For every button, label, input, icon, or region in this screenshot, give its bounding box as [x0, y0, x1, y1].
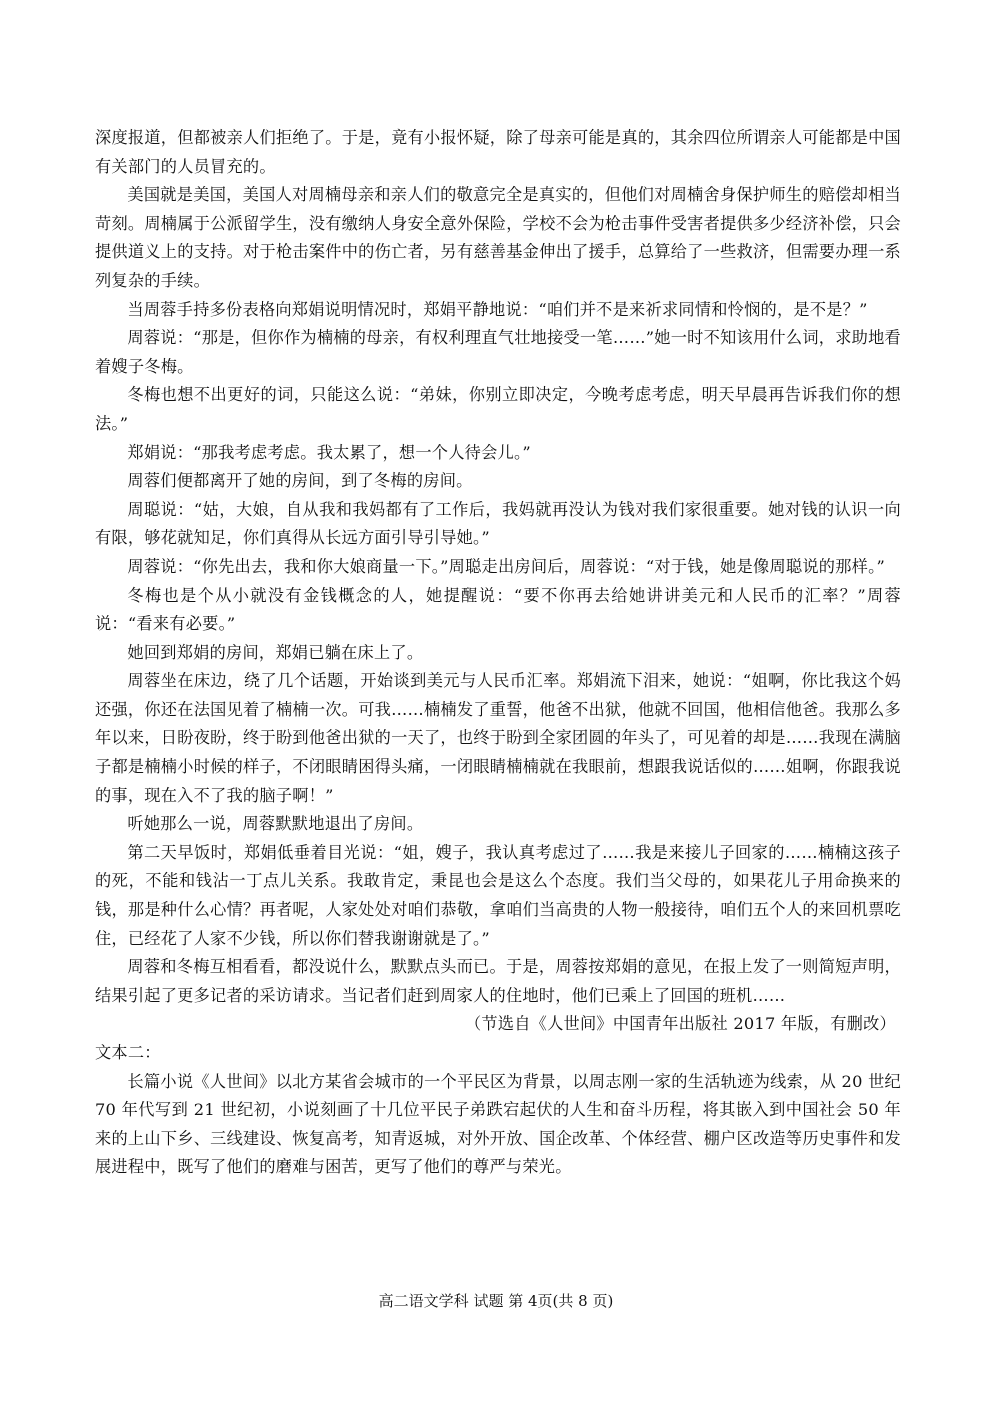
paragraph: 周蓉说：“你先出去，我和你大娘商量一下。”周聪走出房间后，周蓉说：“对于钱，她是像周聪说的那样。”	[127, 556, 885, 576]
source-citation: （节选自《人世间》中国青年出版社 2017 年版，有删改）	[464, 1014, 896, 1034]
paragraph: 深度报道，但都被亲人们拒绝了。于是，竟有小报怀疑，除了母亲可能是真的，其余四位所谓亲人可能都是中国有关部门的人员冒充的。	[95, 128, 901, 176]
paragraph: 冬梅也想不出更好的词，只能这么说：“弟妹，你别立即决定，今晚考虑考虑，明天早晨再告诉我们你的想法。”	[95, 385, 901, 433]
paragraph: 周蓉坐在床边，绕了几个话题，开始谈到美元与人民币汇率。郑娟流下泪来，她说：“姐啊，你比我这个妈还强，你还在法国见着了楠楠一次。可我……楠楠发了重誓，他爸不出狱，他就不回国，他相信他爸。我那么多年以来，日盼夜盼，终于盼到他爸出狱的一天了，也终于盼到全家团圆的年头了，可见着的却是……我现在满脑子都是楠楠小时候的样子，不闭眼睛困得头痛，一闭眼睛楠楠就在我眼前，想跟我说话似的……姐啊，你跟我说的事，现在入不了我的脑子啊！”	[95, 671, 901, 805]
paragraph: 当周蓉手持多份表格向郑娟说明情况时，郑娟平静地说：“咱们并不是来祈求同情和怜悯的，是不是？”	[127, 299, 868, 319]
text2-paragraph: 长篇小说《人世间》以北方某省会城市的一个平民区为背景，以周志刚一家的生活轨迹为线索，从 20 世纪 70 年代写到 21 世纪初，小说刻画了十几位平民子弟跌宕起伏的人生和奋斗历程，将其嵌入到中国社会 50 年来的上山下乡、三线建设、恢复高考，知青返城，对外开放、国企改革、个体经营、棚户区改造等历史事件和发展进程中，既写了他们的磨难与困苦，更写了他们的尊严与荣光。	[95, 1071, 901, 1177]
paragraph: 郑娟说：“那我考虑考虑。我太累了，想一个人待会儿。”	[127, 442, 531, 462]
paragraph: 周聪说：“姑，大娘，自从我和我妈都有了工作后，我妈就再没认为钱对我们家很重要。她对钱的认识一向有限，够花就知足，你们真得从长远方面引导引导她。”	[95, 499, 901, 548]
paragraph: 周蓉说：“那是，但你作为楠楠的母亲，有权利理直气壮地接受一笔……”她一时不知该用什么词，求助地看着嫂子冬梅。	[95, 328, 901, 376]
paragraph: 周蓉和冬梅互相看看，都没说什么，默默点头而已。于是，周蓉按郑娟的意见，在报上发了一则简短声明，结果引起了更多记者的采访请求。当记者们赶到周家人的住地时，他们已乘上了回国的班机……	[95, 957, 901, 1005]
paragraph: 美国就是美国，美国人对周楠母亲和亲人们的敬意完全是真实的，但他们对周楠舍身保护师生的赔偿却相当苛刻。周楠属于公派留学生，没有缴纳人身安全意外保险，学校不会为枪击事件受害者提供多少经济补偿，只会提供道义上的支持。对于枪击案件中的伤亡者，另有慈善基金伸出了援手，总算给了一些救济，但需要办理一系列复杂的手续。	[95, 185, 901, 290]
paragraph: 第二天早饭时，郑娟低垂着目光说：“姐，嫂子，我认真考虑过了……我是来接儿子回家的……楠楠这孩子的死，不能和钱沾一丁点儿关系。我敢肯定，秉昆也会是这么个态度。我们当父母的，如果花儿子用命换来的钱，那是种什么心情？再者呢，人家处处对咱们恭敬，拿咱们当高贵的人物一般接待，咱们五个人的来回机票吃住，已经花了人家不少钱，所以你们替我谢谢就是了。”	[95, 842, 901, 948]
section-label: 文本二：	[95, 1043, 161, 1062]
paragraph: 听她那么一说，周蓉默默地退出了房间。	[127, 814, 424, 834]
paragraph: 她回到郑娟的房间，郑娟已躺在床上了。	[127, 642, 424, 662]
paragraph: 冬梅也是个从小就没有金钱概念的人，她提醒说：“要不你再去给她讲讲美元和人民币的汇率？”周蓉说：“看来有必要。”	[95, 585, 901, 634]
document-body	[95, 124, 901, 1182]
page-footer: 高二语文学科 试题 第 4页(共 8 页)	[378, 1292, 614, 1310]
paragraph: 周蓉们便都离开了她的房间，到了冬梅的房间。	[127, 471, 473, 491]
